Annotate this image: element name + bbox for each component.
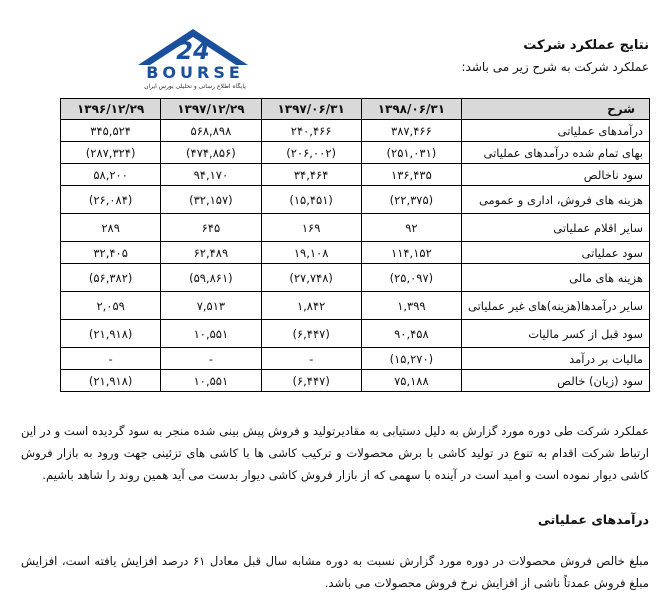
header-period-2: ۱۳۹۷/۰۶/۳۱ <box>261 99 361 120</box>
page-subtitle: عملکرد شرکت به شرح زیر می باشد: <box>461 60 649 74</box>
table-row <box>61 120 650 142</box>
bourse-logo <box>118 27 268 97</box>
row-label: سود عملیاتی <box>462 242 650 264</box>
cell-value: ۷۵,۱۸۸ <box>361 370 461 392</box>
cell-value: ۲۴۰,۴۶۶ <box>261 120 361 142</box>
cell-value: ۹۴,۱۷۰ <box>161 164 261 186</box>
cell-value: - <box>261 348 361 370</box>
cell-value: ۷,۵۱۳ <box>161 292 261 320</box>
cell-value: ۱۹,۱۰۸ <box>261 242 361 264</box>
logo-word: BOURSE <box>146 63 244 82</box>
table-header-row <box>61 99 650 120</box>
cell-value: (۲۶,۰۸۴) <box>61 186 161 214</box>
table-row <box>61 164 650 186</box>
cell-value: - <box>61 348 161 370</box>
row-label: سود ناخالص <box>462 164 650 186</box>
table-row <box>61 264 650 292</box>
cell-value: ۳۲,۴۰۵ <box>61 242 161 264</box>
cell-value: (۳۲,۱۵۷) <box>161 186 261 214</box>
row-label: سود قبل از کسر مالیات <box>462 320 650 348</box>
cell-value: (۲۱,۹۱۸) <box>61 370 161 392</box>
cell-value: (۲۰۶,۰۰۲) <box>261 142 361 164</box>
table-row <box>61 370 650 392</box>
svg-text:24: 24 <box>176 37 210 65</box>
cell-value: (۲۵,۰۹۷) <box>361 264 461 292</box>
cell-value: ۱,۸۴۲ <box>261 292 361 320</box>
cell-value: - <box>161 348 261 370</box>
row-label: بهای تمام شده درآمدهای عملیاتی <box>462 142 650 164</box>
cell-value: ۵۶۸,۸۹۸ <box>161 120 261 142</box>
performance-table <box>60 98 650 392</box>
revenue-paragraph: مبلغ خالص فروش محصولات در دوره مورد گزارش نسبت به دوره مشابه سال قبل معادل ۶۱ درصد افزایش یافته است، افزایش مبلغ فروش عمدتاً ناشی از افزایش نرخ فروش محصولات می باشد. <box>21 554 649 590</box>
cell-value: ۶۲,۴۸۹ <box>161 242 261 264</box>
logo-tagline: پایگاه اطلاع رسانی و تحلیلی بورس ایران <box>144 83 246 90</box>
cell-value: (۶,۴۴۷) <box>261 370 361 392</box>
table-row <box>61 320 650 348</box>
table-row <box>61 214 650 242</box>
table-row <box>61 142 650 164</box>
cell-value: ۳۴,۴۶۴ <box>261 164 361 186</box>
table-row <box>61 348 650 370</box>
cell-value: ۱۶۹ <box>261 214 361 242</box>
header-description: شرح <box>462 99 650 120</box>
cell-value: (۲۱,۹۱۸) <box>61 320 161 348</box>
table-row <box>61 186 650 214</box>
table-row <box>61 242 650 264</box>
cell-value: ۱۳۶,۴۳۵ <box>361 164 461 186</box>
cell-value: ۳۸۷,۴۶۶ <box>361 120 461 142</box>
cell-value: (۱۵,۴۵۱) <box>261 186 361 214</box>
cell-value: (۵۶,۳۸۲) <box>61 264 161 292</box>
cell-value: ۱۱۴,۱۵۲ <box>361 242 461 264</box>
cell-value: ۲,۰۵۹ <box>61 292 161 320</box>
cell-value: ۶۴۵ <box>161 214 261 242</box>
cell-value: (۱۵,۲۷۰) <box>361 348 461 370</box>
performance-paragraph: عملکرد شرکت طی دوره مورد گزارش به دلیل دستیابی به مقادیرتولید و فروش پیش بینی شده منجر به سود گردیده است و در این ارتباط شرکت اقدام به تنوع در تولید کاشی با برش محصولات و ترکیب کاشی ها با کاشی های تزئینی جهت ورود به بازار فروش کاشی دیوار نموده است و امید است در آینده با سهمی که از بازار فروش کاشی دیوار بدست می آید همین روند را شاهد باشیم. <box>21 424 649 482</box>
row-label: سود (زیان) خالص <box>462 370 650 392</box>
row-label: درآمدهای عملیاتی <box>462 120 650 142</box>
cell-value: ۱,۳۹۹ <box>361 292 461 320</box>
header-period-3: ۱۳۹۷/۱۲/۲۹ <box>161 99 261 120</box>
cell-value: ۹۰,۴۵۸ <box>361 320 461 348</box>
logo-emblem-icon <box>118 27 268 67</box>
cell-value: (۶,۴۴۷) <box>261 320 361 348</box>
header-period-4: ۱۳۹۶/۱۲/۲۹ <box>61 99 161 120</box>
cell-value: (۴۷۴,۸۵۶) <box>161 142 261 164</box>
table-row <box>61 292 650 320</box>
header-period-1: ۱۳۹۸/۰۶/۳۱ <box>361 99 461 120</box>
cell-value: ۱۰,۵۵۱ <box>161 320 261 348</box>
cell-value: (۲۵۱,۰۳۱) <box>361 142 461 164</box>
cell-value: (۵۹,۸۶۱) <box>161 264 261 292</box>
section-heading: درآمدهای عملیاتی <box>537 512 649 527</box>
page-title: نتایج عملکرد شرکت <box>523 38 649 53</box>
cell-value: ۲۸۹ <box>61 214 161 242</box>
row-label: هزینه های فروش، اداری و عمومی <box>462 186 650 214</box>
row-label: مالیات بر درآمد <box>462 348 650 370</box>
row-label: هزینه های مالی <box>462 264 650 292</box>
cell-value: ۹۲ <box>361 214 461 242</box>
row-label: سایر درآمدها(هزینه)های غیر عملیاتی <box>462 292 650 320</box>
row-label: سایر اقلام عملیاتی <box>462 214 650 242</box>
cell-value: (۲۲,۳۷۵) <box>361 186 461 214</box>
cell-value: ۱۰,۵۵۱ <box>161 370 261 392</box>
cell-value: ۳۴۵,۵۲۴ <box>61 120 161 142</box>
cell-value: (۲۸۷,۳۲۴) <box>61 142 161 164</box>
cell-value: ۵۸,۲۰۰ <box>61 164 161 186</box>
cell-value: (۲۷,۷۴۸) <box>261 264 361 292</box>
